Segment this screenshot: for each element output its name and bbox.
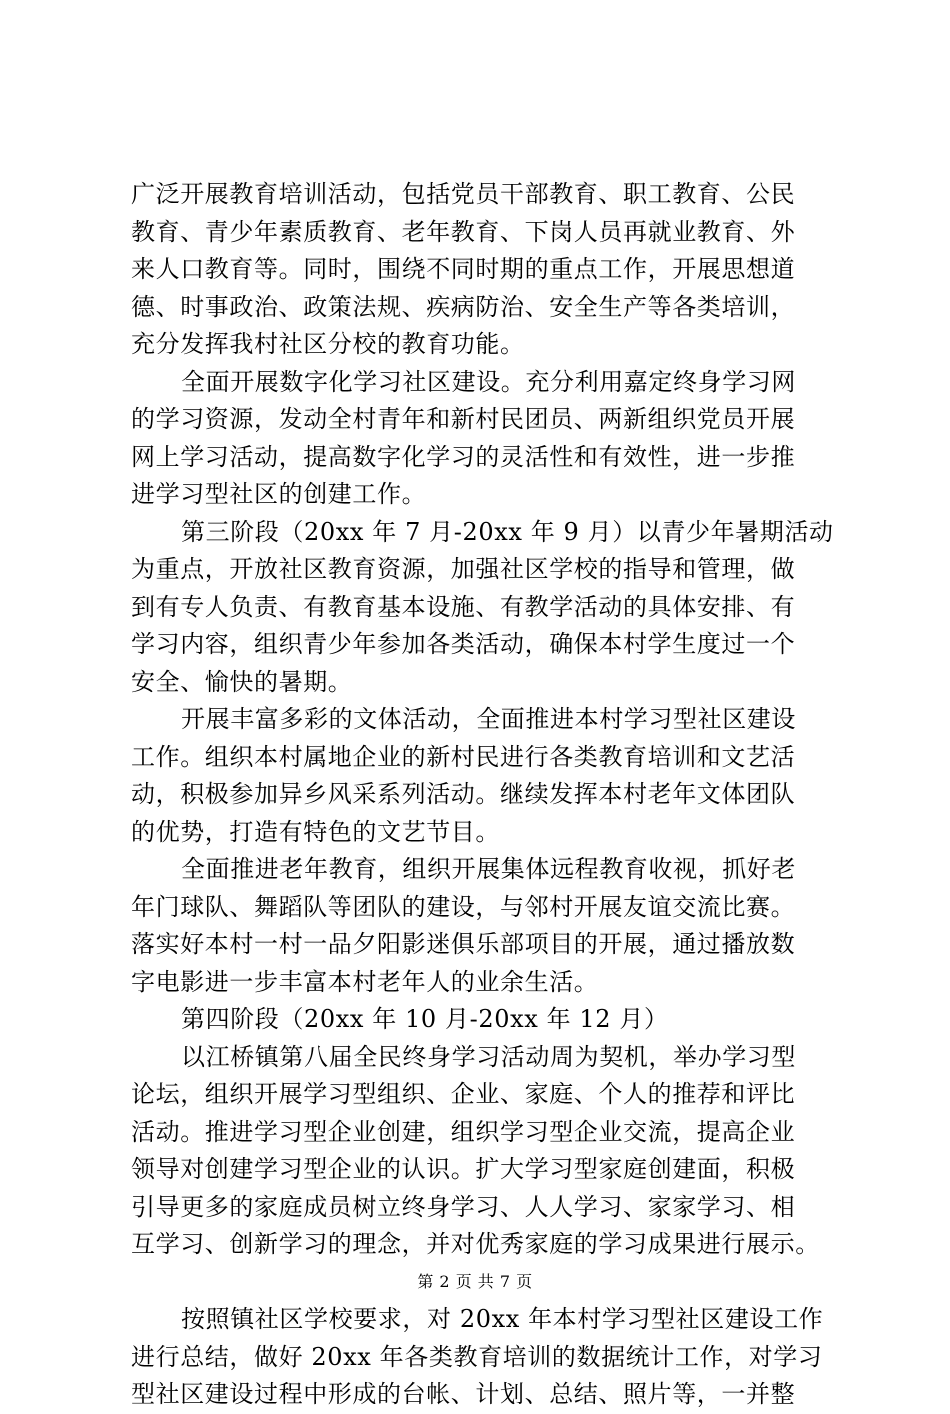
- page-number-footer: 第 2 页 共 7 页: [417, 1272, 533, 1291]
- text-line: 字电影进一步丰富本村老年人的业余生活。: [131, 967, 599, 996]
- text-line: 工作。组织本村属地企业的新村民进行各类教育培训和文艺活: [131, 742, 796, 771]
- text-line: 教育、青少年素质教育、老年教育、下岗人员再就业教育、外: [131, 217, 796, 246]
- text-line: 落实好本村一村一品夕阳影迷俱乐部项目的开展，通过播放数: [131, 930, 796, 958]
- text-line: 安全、愉快的暑期。: [131, 667, 353, 696]
- text-line: 互学习、创新学习的理念，并对优秀家庭的学习成果进行展示。: [131, 1230, 820, 1258]
- text-line: 论坛，组织开展学习型组织、企业、家庭、个人的推荐和评比: [131, 1080, 796, 1108]
- paragraph-first-line: 第三阶段（20xx 年 7 月-20xx 年 9 月）以青少年暑期活动: [181, 517, 834, 546]
- text-line: 活动。推进学习型企业创建，组织学习型企业交流，提高企业: [131, 1117, 796, 1146]
- text-line: 广泛开展教育培训活动，包括党员干部教育、职工教育、公民: [131, 180, 796, 208]
- text-line: 动，积极参加异乡风采系列活动。继续发挥本村老年文体团队: [131, 780, 796, 808]
- paragraph-first-line: 按照镇社区学校要求，对 20xx 年本村学习型社区建设工作: [181, 1305, 824, 1333]
- text-line: 到有专人负责、有教育基本设施、有教学活动的具体安排、有: [131, 592, 796, 621]
- paragraph-first-line: 以江桥镇第八届全民终身学习活动周为契机，举办学习型: [181, 1042, 796, 1071]
- text-line: 进行总结，做好 20xx 年各类教育培训的数据统计工作，对学习: [131, 1342, 823, 1371]
- paragraph-first-line: 开展丰富多彩的文体活动，全面推进本村学习型社区建设: [181, 705, 796, 733]
- text-line: 充分发挥我村社区分校的教育功能。: [131, 330, 525, 358]
- text-line: 的优势，打造有特色的文艺节目。: [131, 817, 500, 846]
- text-line: 引导更多的家庭成员树立终身学习、人人学习、家家学习、相: [131, 1192, 796, 1221]
- text-line: 学习内容，组织青少年参加各类活动，确保本村学生度过一个: [131, 630, 796, 658]
- text-line: 德、时事政治、政策法规、疾病防治、安全生产等各类培训，: [131, 292, 796, 321]
- section-heading: 第四阶段（20xx 年 10 月-20xx 年 12 月）: [181, 1005, 669, 1033]
- text-line: 为重点，开放社区教育资源，加强社区学校的指导和管理，做: [131, 555, 796, 583]
- text-line: 的学习资源，发动全村青年和新村民团员、两新组织党员开展: [131, 405, 796, 433]
- text-line: 年门球队、舞蹈队等团队的建设，与邻村开展友谊交流比赛。: [131, 892, 796, 921]
- document-body: [131, 176, 834, 1414]
- text-line: 型社区建设过程中形成的台帐、计划、总结、照片等，一并整: [131, 1380, 796, 1408]
- paragraph-first-line: 全面开展数字化学习社区建设。充分利用嘉定终身学习网: [181, 367, 796, 396]
- text-line: 领导对创建学习型企业的认识。扩大学习型家庭创建面，积极: [131, 1155, 796, 1183]
- text-line: 进学习型社区的创建工作。: [131, 480, 427, 508]
- text-line: 网上学习活动，提高数字化学习的灵活性和有效性，进一步推: [131, 442, 796, 471]
- text-line: 来人口教育等。同时，围绕不同时期的重点工作，开展思想道: [131, 255, 796, 283]
- paragraph-first-line: 全面推进老年教育，组织开展集体远程教育收视，抓好老: [181, 855, 796, 883]
